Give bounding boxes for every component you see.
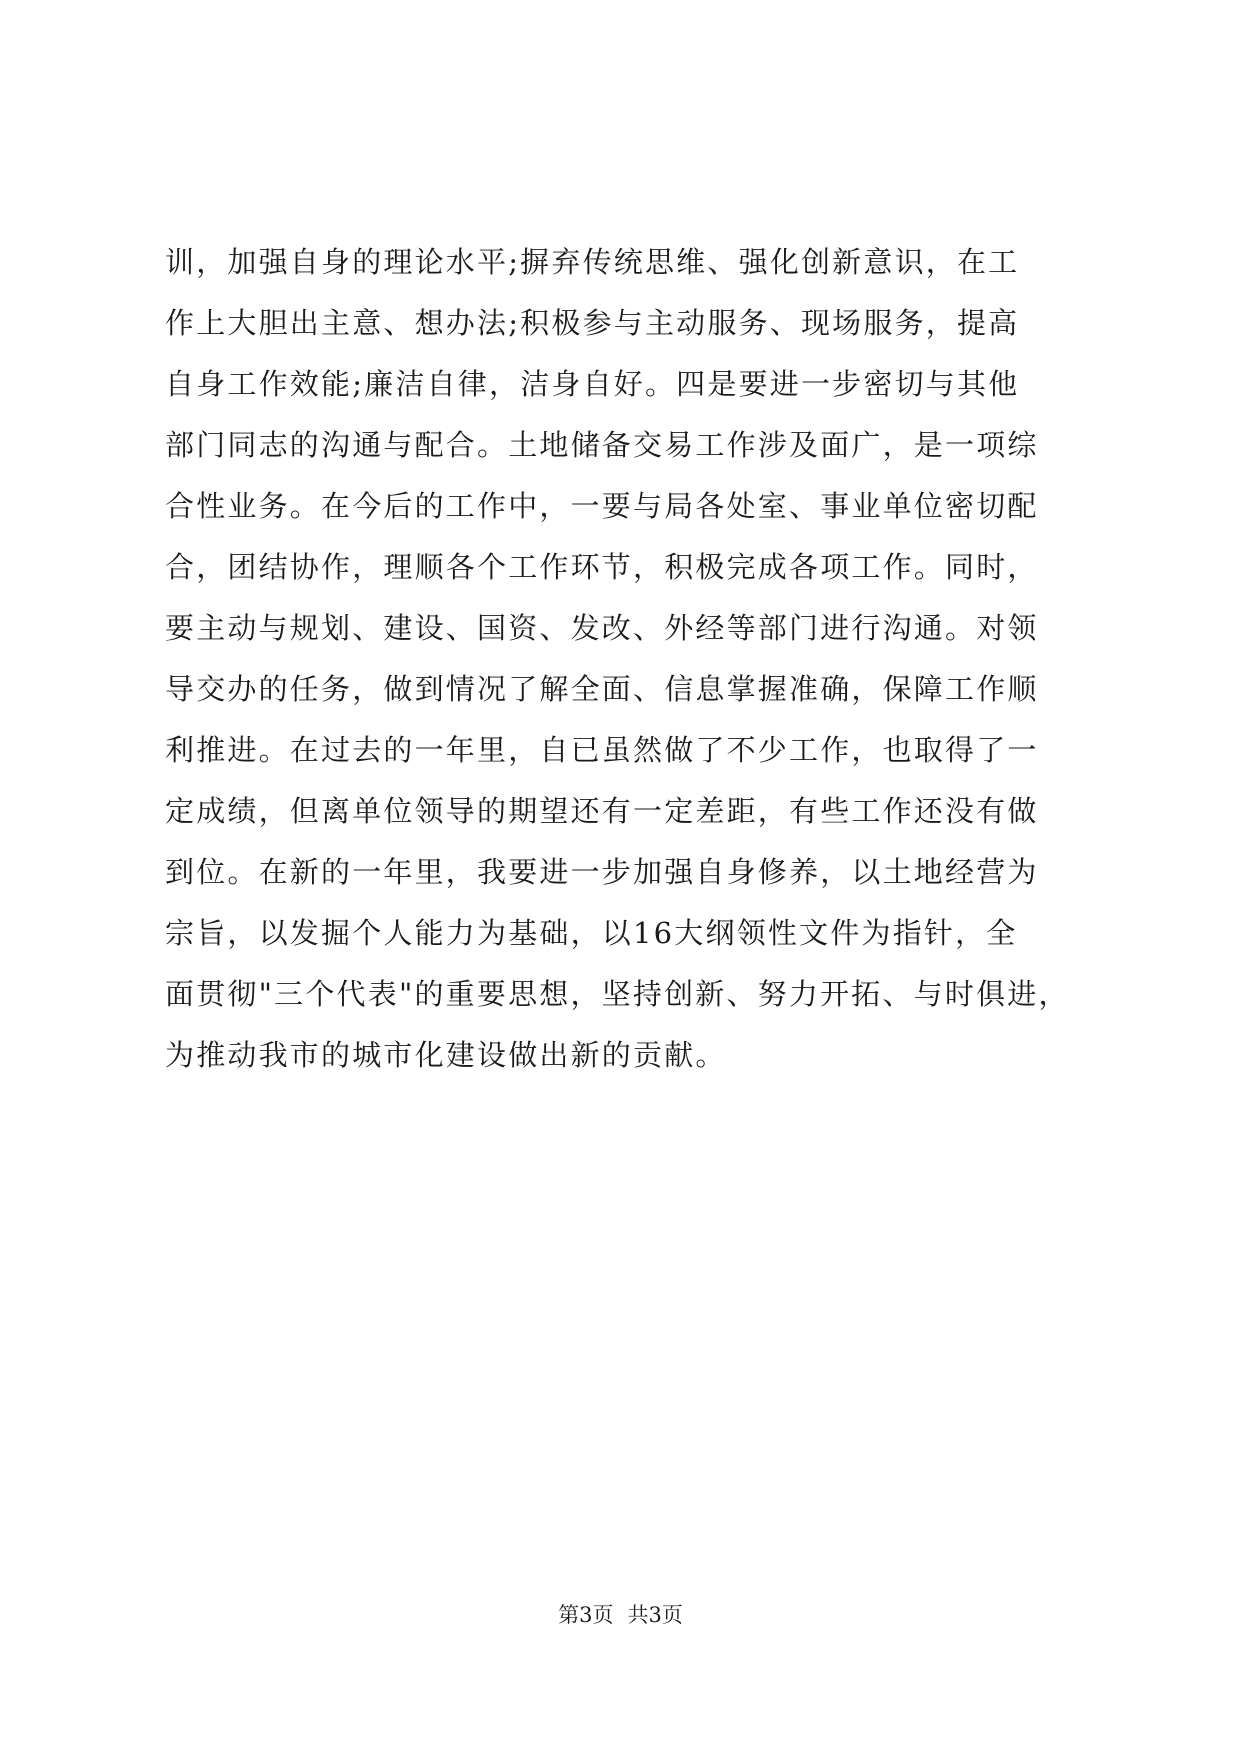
text-line: 部门同志的沟通与配合。土地储备交易工作涉及面广，是一项综: [165, 428, 1039, 462]
text-line: 到位。在新的一年里，我要进一步加强自身修养，以土地经营为: [165, 855, 1039, 889]
text-line: 定成绩，但离单位领导的期望还有一定差距，有些工作还没有做: [165, 794, 1039, 828]
body-paragraph: [165, 232, 1095, 1086]
text-line: 为推动我市的城市化建设做出新的贡献。: [165, 1038, 727, 1072]
page-number-current: 第3页: [558, 1603, 614, 1627]
page-footer: [0, 1600, 1241, 1630]
text-line: 训，加强自身的理论水平;摒弃传统思维、强化创新意识，在工: [165, 245, 1020, 279]
text-line: 合，团结协作，理顺各个工作环节，积极完成各项工作。同时，: [165, 550, 1039, 584]
text-line: 自身工作效能;廉洁自律，洁身自好。四是要进一步密切与其他: [165, 367, 1020, 401]
text-line: 面贯彻"三个代表"的重要思想，坚持创新、努力开拓、与时俱进，: [165, 977, 1070, 1011]
text-line: 利推进。在过去的一年里，自已虽然做了不少工作，也取得了一: [165, 733, 1039, 767]
text-line: 要主动与规划、建设、国资、发改、外经等部门进行沟通。对领: [165, 611, 1039, 645]
page-number-total: 共3页: [627, 1603, 683, 1627]
text-line: 作上大胆出主意、想办法;积极参与主动服务、现场服务，提高: [165, 306, 1020, 340]
text-line: 宗旨，以发掘个人能力为基础，以16大纲领性文件为指针，全: [165, 916, 1018, 950]
text-line: 导交办的任务，做到情况了解全面、信息掌握准确，保障工作顺: [165, 672, 1039, 706]
text-line: 合性业务。在今后的工作中，一要与局各处室、事业单位密切配: [165, 489, 1039, 523]
